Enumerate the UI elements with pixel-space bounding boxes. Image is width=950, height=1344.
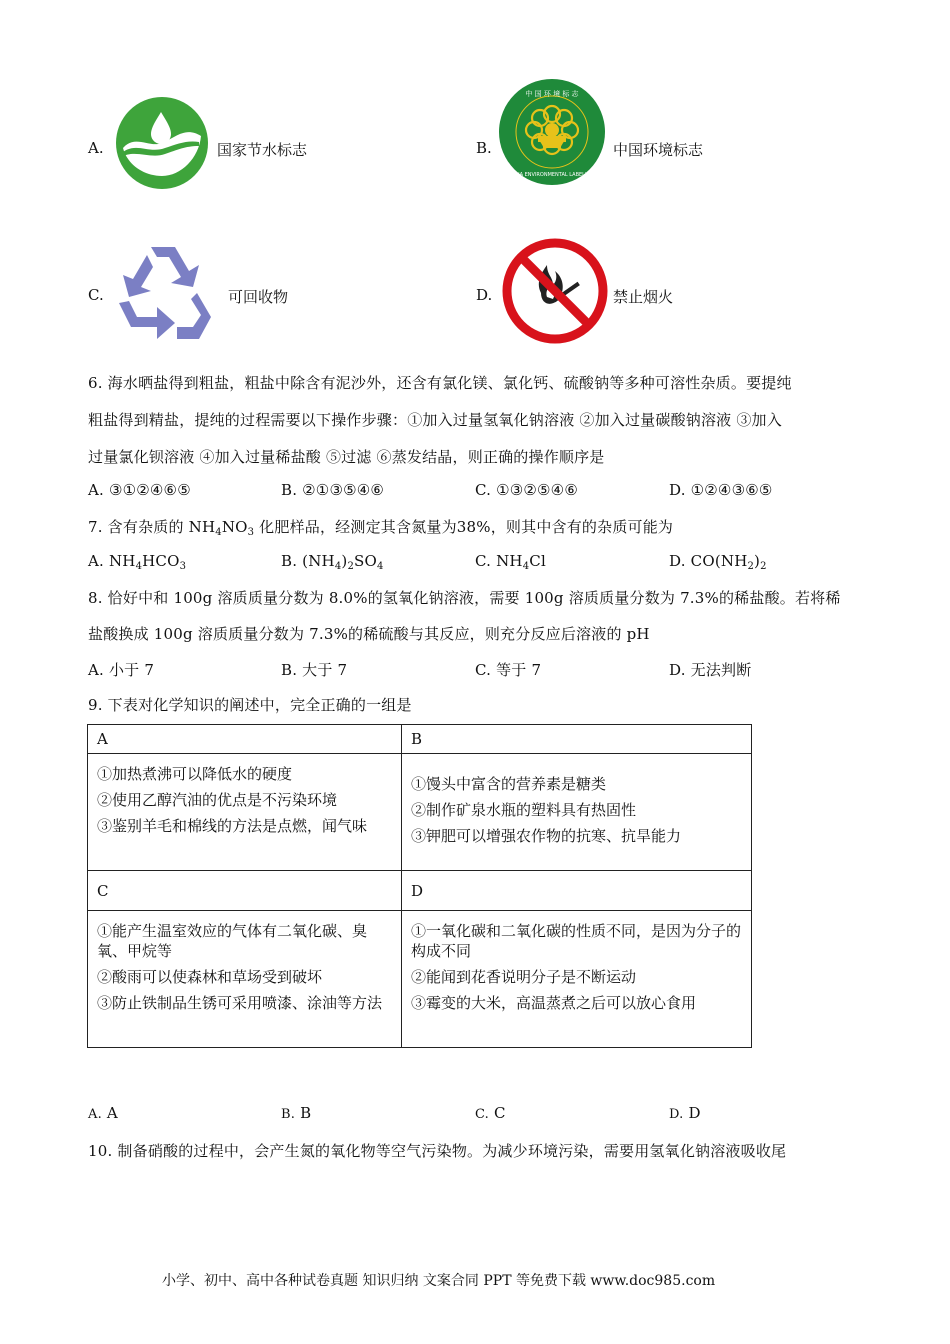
table-item: ③霉变的大米，高温蒸煮之后可以放心食用: [411, 994, 697, 1012]
option-c: C. C: [475, 1104, 506, 1122]
option-a: A. ③①②④⑥⑤: [88, 481, 191, 499]
question-line: 过量氯化钡溶液 ④加入过量稀盐酸 ⑤过滤 ⑥蒸发结晶，则正确的操作顺序是: [88, 448, 605, 466]
table-item: ①能产生温室效应的气体有二氧化碳、臭氧、甲烷等: [97, 922, 368, 960]
table-item: ①一氧化碳和二氧化碳的性质不同，是因为分子的构成不同: [411, 922, 742, 960]
option-letter: C.: [88, 286, 104, 304]
question-stem: 9. 下表对化学知识的阐述中，完全正确的一组是: [88, 696, 412, 714]
table-header-d: D: [402, 871, 752, 911]
table-header-a: A: [88, 725, 402, 754]
table-item: ③钾肥可以增强农作物的抗寒、抗旱能力: [411, 827, 682, 845]
option-c: C. 等于 7: [475, 661, 542, 679]
table-item: ①加热煮沸可以降低水的硬度: [97, 765, 293, 783]
option-d: D. D: [669, 1104, 701, 1122]
option-caption: 国家节水标志: [217, 141, 308, 159]
table-header-c: C: [88, 871, 402, 911]
option-a: A. A: [88, 1104, 118, 1122]
table-item: ②酸雨可以使森林和草场受到破坏: [97, 968, 323, 986]
question-line: 8. 恰好中和 100g 溶质质量分数为 8.0%的氢氧化钠溶液，需要 100g 溶质质量分数为 7.3%的稀盐酸。若将稀: [88, 589, 841, 607]
option-caption: 中国环境标志: [613, 141, 704, 159]
recycle-symbol-icon: [111, 241, 225, 345]
question-line: 盐酸换成 100g 溶质质量分数为 7.3%的稀硫酸与其反应，则充分反应后溶液的 pH: [88, 625, 650, 643]
question-line: 粗盐得到精盐，提纯的过程需要以下操作步骤：①加入过量氢氧化钠溶液 ②加入过量碳酸钠溶液 ③加入: [88, 411, 782, 429]
knowledge-table: [87, 724, 752, 1048]
water-saving-logo-icon: [115, 96, 209, 190]
option-b: B. $(NH_4)_2SO_4$: [281, 552, 384, 572]
option-letter: B.: [476, 139, 492, 157]
table-item: ③防止铁制品生锈可采用喷漆、涂油等方法: [97, 994, 383, 1012]
footer-text: 小学、初中、高中各种试卷真题 知识归纳 文案合同 PPT 等免费下载 www.doc985.com: [162, 1273, 716, 1289]
no-fire-icon: [501, 237, 609, 345]
svg-text:中 国 环 境 标 志: 中 国 环 境 标 志: [525, 90, 579, 98]
option-caption: 禁止烟火: [613, 288, 674, 306]
option-b: B. B: [281, 1104, 312, 1122]
option-b: B. 大于 7: [281, 661, 348, 679]
option-d: D. 无法判断: [669, 661, 752, 679]
option-letter: D.: [476, 286, 493, 304]
table-item: ③鉴别羊毛和棉线的方法是点燃，闻气味: [97, 817, 368, 835]
option-letter: A.: [88, 139, 104, 157]
svg-text:CHINA ENVIRONMENTAL LABELLING: CHINA ENVIRONMENTAL LABELLING: [507, 172, 597, 178]
question-line: 6. 海水晒盐得到粗盐，粗盐中除含有泥沙外，还含有氯化镁、氯化钙、硫酸钠等多种可溶性杂质。要提纯: [88, 374, 792, 392]
table-cell-b: [402, 754, 752, 871]
table-item: ②制作矿泉水瓶的塑料具有热固性: [411, 801, 637, 819]
question-line: 10. 制备硝酸的过程中，会产生氮的氧化物等空气污染物。为减少环境污染，需要用氢氧化钠溶液吸收尾: [88, 1142, 787, 1160]
option-b: B. ②①③⑤④⑥: [281, 481, 385, 499]
option-c: C. ①③②⑤④⑥: [475, 481, 578, 499]
question-stem: 7. 含有杂质的 $NH_4NO_3$ 化肥样品，经测定其含氮量为38%，则其中含有的杂质可能为: [88, 518, 674, 538]
china-environmental-label-icon: [498, 78, 606, 186]
table-cell-c: [88, 911, 402, 1048]
table-cell-d: [402, 911, 752, 1048]
option-a: A. $NH_4HCO_3$: [88, 552, 187, 572]
table-cell-a: [88, 754, 402, 871]
option-a: A. 小于 7: [88, 661, 155, 679]
table-item: ②使用乙醇汽油的优点是不污染环境: [97, 791, 338, 809]
table-item: ①馒头中富含的营养素是糖类: [411, 775, 607, 793]
table-header-b: B: [402, 725, 752, 754]
option-d: D. $CO(NH_2)_2$: [669, 552, 767, 572]
table-item: ②能闻到花香说明分子是不断运动: [411, 968, 637, 986]
option-c: C. $NH_4Cl$: [475, 552, 546, 572]
option-d: D. ①②④③⑥⑤: [669, 481, 773, 499]
option-caption: 可回收物: [228, 288, 289, 306]
